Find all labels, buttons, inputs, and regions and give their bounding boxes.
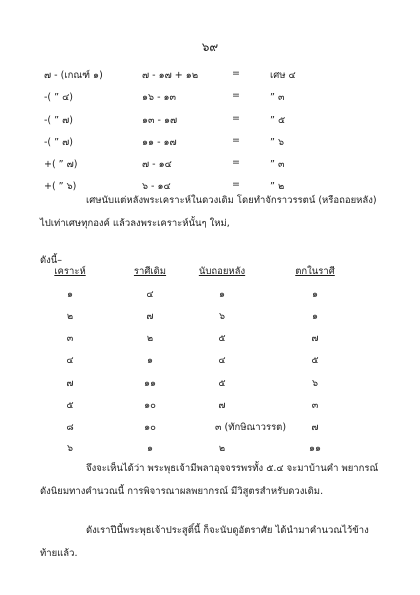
calc-operand: +( ” ๗) <box>44 159 78 170</box>
table-cell: ๔ <box>218 355 226 366</box>
table-cell: ๕ <box>311 355 319 366</box>
calc-expression: ๑๖ - ๑๓ <box>142 92 177 103</box>
paragraph-intro-end: ดังนี้– <box>40 255 63 266</box>
table-cell: ๓ <box>66 333 74 344</box>
calc-expression: ๑๓ - ๑๗ <box>142 115 178 126</box>
calc-result: ” ๓ <box>270 92 285 103</box>
page-number: ๖๙ <box>201 40 219 54</box>
table-cell: ๖ <box>311 378 319 389</box>
table-cell: ๑๑ <box>143 378 157 389</box>
table-cell: ๑ <box>218 289 226 300</box>
table-header-planet: เคราะห์ <box>54 266 86 277</box>
table-cell: ๗ <box>218 400 226 411</box>
calc-equals: = <box>232 157 240 168</box>
table-cell: ๗ <box>311 333 319 344</box>
table-cell: ๑๑ <box>308 443 322 454</box>
paragraph-conclusion: จึงจะเห็นได้ว่า พระพุธเจ้ามีพลาอุจจรรพรทั้ง ๕.๔ จะมาบ้านคำ พยากรณ์ ดังนิยมทางคำนวณนี้ การพิจารณาผลพยากรณ์ มีวิสูตรสำหรับดวงเดิม. <box>40 463 379 497</box>
table-cell: ๑ <box>311 289 319 300</box>
table-cell: ๗ <box>66 378 74 389</box>
table-cell: ๕ <box>218 333 226 344</box>
table-cell: ๘ <box>66 422 74 433</box>
calc-result: ” ๓ <box>270 159 285 170</box>
calc-equals: = <box>232 179 240 190</box>
calc-operand: ๗ - (เกณฑ์ ๑) <box>44 70 103 81</box>
calc-expression: ๑๑ - ๑๗ <box>142 137 177 148</box>
calc-equals: = <box>232 68 240 79</box>
paragraph-closing: ดังเราปีนี้พระพุธเจ้าประสูติ์นี้ ก็จะนับดูอัตราศัย ได้นำมาคำนวณไว้ข้างท้ายแล้ว. <box>40 525 369 559</box>
table-cell: ๓ <box>311 400 319 411</box>
table-cell: ๑ <box>311 311 319 322</box>
calc-operand: +( ” ๖) <box>44 181 77 192</box>
table-cell: ๓ (ทักษิณาวรรต) <box>215 422 287 433</box>
calc-expression: ๗ - ๑๔ <box>142 159 172 170</box>
table-cell: ๔ <box>66 355 74 366</box>
table-cell: ๑ <box>146 355 154 366</box>
table-row <box>0 376 420 392</box>
table-cell: ๗ <box>311 422 319 433</box>
table-cell: ๑๐ <box>144 400 156 411</box>
calc-expression: ๖ - ๑๔ <box>142 181 171 192</box>
calc-equals: = <box>232 113 240 124</box>
paragraph-intro: เศษนับแต่หลังพระเคราะห์ในดวงเดิม โดยทำจักราวรรตน์ (หรือถอยหลัง) ไปเท่าเศษทุกองค์ แล้วลงพระเคราะห์นั้นๆ ใหม่, <box>40 195 377 229</box>
table-cell: ๕ <box>218 378 226 389</box>
table-cell: ๕ <box>66 400 74 411</box>
table-cell: ๗ <box>146 311 154 322</box>
calc-operand: -( ” ๗) <box>44 115 73 126</box>
calc-equals: = <box>232 135 240 146</box>
table-row <box>0 441 420 457</box>
table-row <box>0 331 420 347</box>
table-row <box>0 309 420 325</box>
calc-equals: = <box>232 90 240 101</box>
table-cell: ๑ <box>66 289 74 300</box>
table-row <box>0 353 420 369</box>
calc-expression: ๗ - ๑๗ + ๑๒ <box>142 70 199 81</box>
calc-result: ” ๕ <box>270 115 286 126</box>
table-cell: ๒ <box>218 443 226 454</box>
calc-result: ” ๖ <box>270 137 284 148</box>
table-cell: ๒ <box>146 333 154 344</box>
table-cell: ๖ <box>218 311 226 322</box>
table-row <box>0 287 420 303</box>
calc-result: เศษ ๔ <box>270 70 296 81</box>
table-cell: ๑๐ <box>144 422 156 433</box>
calc-operand: -( ” ๔) <box>44 92 73 103</box>
table-header-original-sign: ราศีเดิม <box>133 266 167 277</box>
table-header-falls-in-sign: ตกในราศี <box>295 266 335 277</box>
table-row <box>0 398 420 414</box>
table-cell: ๒ <box>66 311 74 322</box>
table-cell: ๖ <box>66 443 74 454</box>
calc-result: ” ๒ <box>270 181 285 192</box>
table-row <box>0 420 420 436</box>
table-header-count-back: นับถอยหลัง <box>198 266 246 277</box>
table-cell: ๔ <box>146 289 154 300</box>
calc-operand: -( ” ๗) <box>44 137 73 148</box>
table-cell: ๑ <box>146 443 154 454</box>
